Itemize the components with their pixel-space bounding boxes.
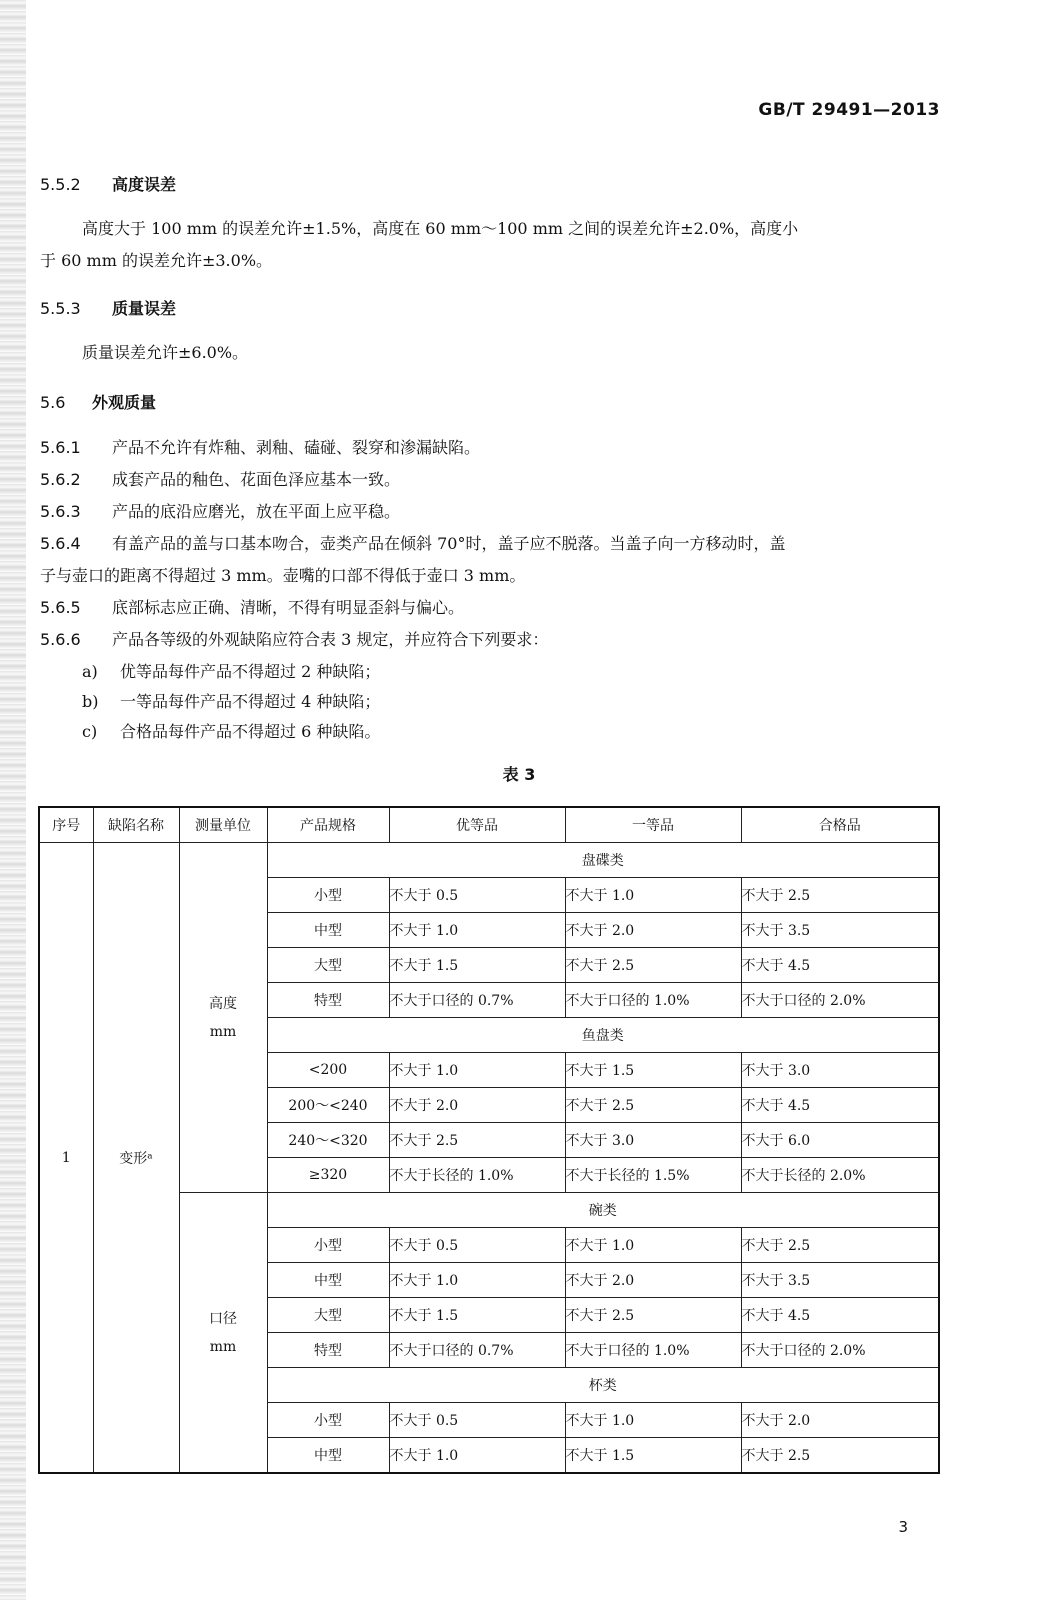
value-cell: 不大于长径的 1.5% [565,1158,741,1193]
group-row-fish-plates: 鱼盘类 [267,1018,939,1053]
group-row-bowls: 碗类 [267,1193,939,1228]
serial-cell: 1 [39,843,93,1474]
section-title: 质量误差 [112,299,177,318]
value-cell: 不大于 1.5 [389,1298,565,1333]
value-cell: 不大于 2.5 [389,1123,565,1158]
header-first-grade: 一等品 [565,807,741,843]
clause-number: 5.6.2 [40,470,81,489]
spec-cell: 大型 [267,948,389,983]
spec-cell: 小型 [267,1403,389,1438]
standard-code: GB/T 29491—2013 [758,100,940,120]
value-cell: 不大于 2.5 [741,878,939,913]
value-cell: 不大于 1.0 [389,913,565,948]
list-item [82,659,380,682]
unit-symbol: mm [209,1338,237,1355]
section-heading-5-5-2 [40,172,176,195]
value-cell: 不大于 3.0 [741,1053,939,1088]
header-superior-grade: 优等品 [389,807,565,843]
defect-name-cell: 变形ᵃ [93,843,179,1474]
spec-cell: ≥320 [267,1158,389,1193]
value-cell: 不大于 2.5 [741,1438,939,1474]
spec-cell: 小型 [267,1228,389,1263]
spec-cell: 中型 [267,913,389,948]
clause-5-6-5 [40,595,464,618]
unit-cell-diameter [179,1193,267,1474]
value-cell: 不大于 6.0 [741,1123,939,1158]
clause-number: 5.6.5 [40,598,81,617]
value-cell: 不大于 1.0 [565,1403,741,1438]
clause-5-6-6 [40,627,548,650]
section-heading-5-5-3 [40,296,176,319]
value-cell: 不大于 1.0 [389,1438,565,1474]
group-row-cups: 杯类 [267,1368,939,1403]
value-cell: 不大于 3.0 [565,1123,741,1158]
value-cell: 不大于 2.0 [741,1403,939,1438]
spec-cell: 中型 [267,1263,389,1298]
value-cell: 不大于 4.5 [741,948,939,983]
value-cell: 不大于 1.0 [565,878,741,913]
spec-cell: <200 [267,1053,389,1088]
list-item [82,689,380,712]
value-cell: 不大于 0.5 [389,1228,565,1263]
clause-continuation: 子与壶口的距离不得超过 3 mm。壶嘴的口部不得低于壶口 3 mm。 [40,566,526,585]
clause-text: 有盖产品的盖与口基本吻合，壶类产品在倾斜 70°时，盖子应不脱落。当盖子向一方移动时，盖 [112,534,786,553]
table-row [39,843,939,878]
value-cell: 不大于 1.5 [565,1053,741,1088]
clause-5-6-4 [40,531,785,554]
unit-cell-height [179,843,267,1193]
list-item [82,719,380,742]
unit-symbol: mm [209,1023,237,1040]
value-cell: 不大于 1.5 [565,1438,741,1474]
value-cell: 不大于 1.0 [389,1053,565,1088]
header-spec: 产品规格 [267,807,389,843]
scan-edge-artifact [0,0,26,1600]
value-cell: 不大于 2.0 [389,1088,565,1123]
section-heading-5-6 [40,390,156,413]
spec-cell: 特型 [267,983,389,1018]
value-cell: 不大于 3.5 [741,1263,939,1298]
header-serial: 序号 [39,807,93,843]
value-cell: 不大于 2.5 [741,1228,939,1263]
value-cell: 不大于 1.5 [389,948,565,983]
value-cell: 不大于长径的 2.0% [741,1158,939,1193]
list-text: 优等品每件产品不得超过 2 种缺陷； [120,662,381,681]
paragraph-line: 于 60 mm 的误差允许±3.0%。 [40,251,273,270]
spec-cell: 中型 [267,1438,389,1474]
header-unit: 测量单位 [179,807,267,843]
value-cell: 不大于口径的 0.7% [389,1333,565,1368]
clause-number: 5.6.1 [40,438,81,457]
value-cell: 不大于 4.5 [741,1088,939,1123]
value-cell: 不大于长径的 1.0% [389,1158,565,1193]
value-cell: 不大于口径的 1.0% [565,1333,741,1368]
value-cell: 不大于 0.5 [389,1403,565,1438]
value-cell: 不大于口径的 1.0% [565,983,741,1018]
value-cell: 不大于 4.5 [741,1298,939,1333]
clause-5-6-1 [40,435,480,458]
clause-5-6-2 [40,467,400,490]
spec-cell: 240～<320 [267,1123,389,1158]
table-caption: 表 3 [502,765,536,784]
spec-cell: 特型 [267,1333,389,1368]
spec-cell: 小型 [267,878,389,913]
section-title: 外观质量 [92,393,157,412]
list-label: a) [82,662,98,681]
value-cell: 不大于 2.5 [565,1088,741,1123]
value-cell: 不大于口径的 0.7% [389,983,565,1018]
section-number: 5.5.3 [40,299,81,318]
header-defect-name: 缺陷名称 [93,807,179,843]
clause-text: 产品的底沿应磨光，放在平面上应平稳。 [112,502,401,521]
clause-text: 底部标志应正确、清晰，不得有明显歪斜与偏心。 [112,598,465,617]
page-number: 3 [898,1518,908,1536]
value-cell: 不大于 0.5 [389,878,565,913]
list-label: b) [82,692,99,711]
value-cell: 不大于 1.0 [565,1228,741,1263]
value-cell: 不大于 3.5 [741,913,939,948]
section-number: 5.5.2 [40,175,81,194]
value-cell: 不大于 2.5 [565,948,741,983]
unit-label: 口径 [209,1310,237,1327]
clause-number: 5.6.3 [40,502,81,521]
list-label: c) [82,722,98,741]
clause-text: 产品各等级的外观缺陷应符合表 3 规定，并应符合下列要求： [112,630,549,649]
unit-label: 高度 [209,995,237,1012]
table-header-row [39,807,939,843]
paragraph-line: 质量误差允许±6.0%。 [82,343,249,362]
section-title: 高度误差 [112,175,177,194]
clause-number: 5.6.4 [40,534,81,553]
group-row-plates: 盘碟类 [267,843,939,878]
section-number: 5.6 [40,393,66,412]
value-cell: 不大于 2.0 [565,913,741,948]
value-cell: 不大于 2.0 [565,1263,741,1298]
defect-table [38,806,940,1474]
value-cell: 不大于 2.5 [565,1298,741,1333]
paragraph-line: 高度大于 100 mm 的误差允许±1.5%，高度在 60 mm～100 mm 之间的误差允许±2.0%，高度小 [82,219,799,238]
list-text: 一等品每件产品不得超过 4 种缺陷； [120,692,381,711]
clause-text: 产品不允许有炸釉、剥釉、磕碰、裂穿和渗漏缺陷。 [112,438,481,457]
header-qualified-grade: 合格品 [741,807,939,843]
value-cell: 不大于 1.0 [389,1263,565,1298]
list-text: 合格品每件产品不得超过 6 种缺陷。 [120,722,381,741]
spec-cell: 200～<240 [267,1088,389,1123]
clause-5-6-3 [40,499,400,522]
value-cell: 不大于口径的 2.0% [741,983,939,1018]
clause-text: 成套产品的釉色、花面色泽应基本一致。 [112,470,401,489]
spec-cell: 大型 [267,1298,389,1333]
clause-number: 5.6.6 [40,630,81,649]
value-cell: 不大于口径的 2.0% [741,1333,939,1368]
